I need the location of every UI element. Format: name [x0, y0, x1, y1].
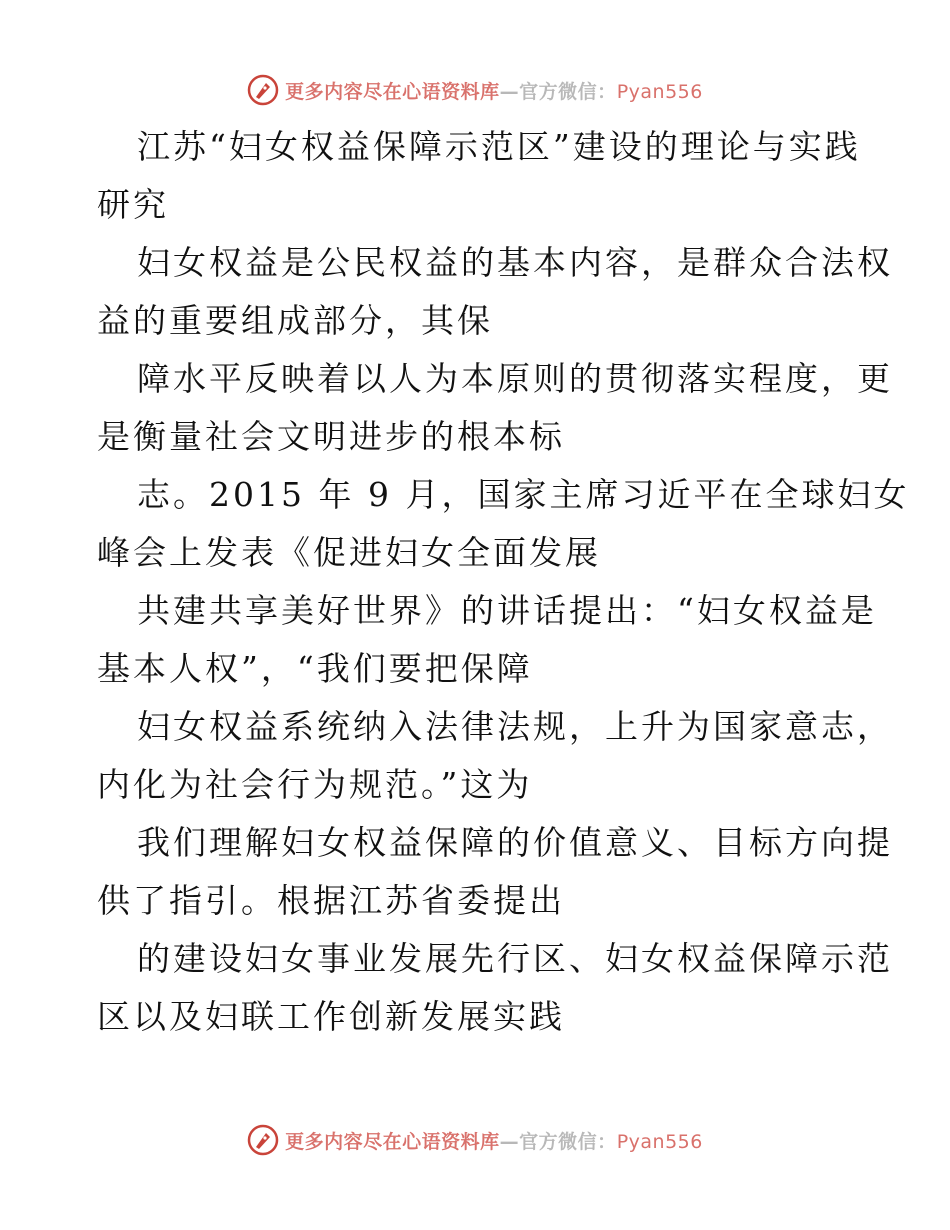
watermark-part1: 更多内容尽在心语资料库 [285, 80, 500, 103]
text-line: 江苏“妇女权益保障示范区”建设的理论与实践 [137, 127, 861, 166]
text-line: 研究 [97, 185, 169, 224]
watermark-id: Pyan556 [616, 1130, 703, 1153]
watermark-part2: —官方微信： [499, 80, 617, 103]
text-line: 共建共享美好世界》的讲话提出：“妇女权益是 [137, 591, 877, 630]
text-line: 供了指引。根据江苏省委提出 [97, 881, 565, 920]
text-line: 是衡量社会文明进步的根本标 [97, 417, 565, 456]
text-line: 基本人权”，“我们要把保障 [97, 649, 533, 688]
text-line: 区以及妇联工作创新发展实践 [97, 997, 565, 1036]
pen-nib-logo-icon [247, 74, 279, 106]
watermark-part1: 更多内容尽在心语资料库 [285, 1130, 500, 1153]
watermark-id: Pyan556 [616, 80, 703, 103]
watermark-part2: —官方微信： [499, 1130, 617, 1153]
text-line: 峰会上发表《促进妇女全面发展 [97, 533, 601, 572]
text-line: 益的重要组成部分，其保 [97, 301, 493, 340]
text-line: 妇女权益是公民权益的基本内容，是群众合法权 [137, 243, 893, 282]
pen-nib-logo-icon [247, 1124, 279, 1156]
text-line: 妇女权益系统纳入法律法规，上升为国家意志， [137, 707, 893, 746]
watermark-text [285, 1127, 703, 1154]
text-line: 内化为社会行为规范。”这为 [97, 765, 533, 804]
header-watermark [0, 70, 950, 110]
text-line: 障水平反映着以人为本原则的贯彻落实程度，更 [137, 359, 893, 398]
document-body [97, 118, 910, 1046]
text-line: 的建设妇女事业发展先行区、妇女权益保障示范 [137, 939, 893, 978]
text-line: 我们理解妇女权益保障的价值意义、目标方向提 [137, 823, 893, 862]
text-line: 志。2015 年 9 月，国家主席习近平在全球妇女 [137, 475, 910, 514]
watermark-text [285, 77, 703, 104]
footer-watermark [0, 1120, 950, 1160]
